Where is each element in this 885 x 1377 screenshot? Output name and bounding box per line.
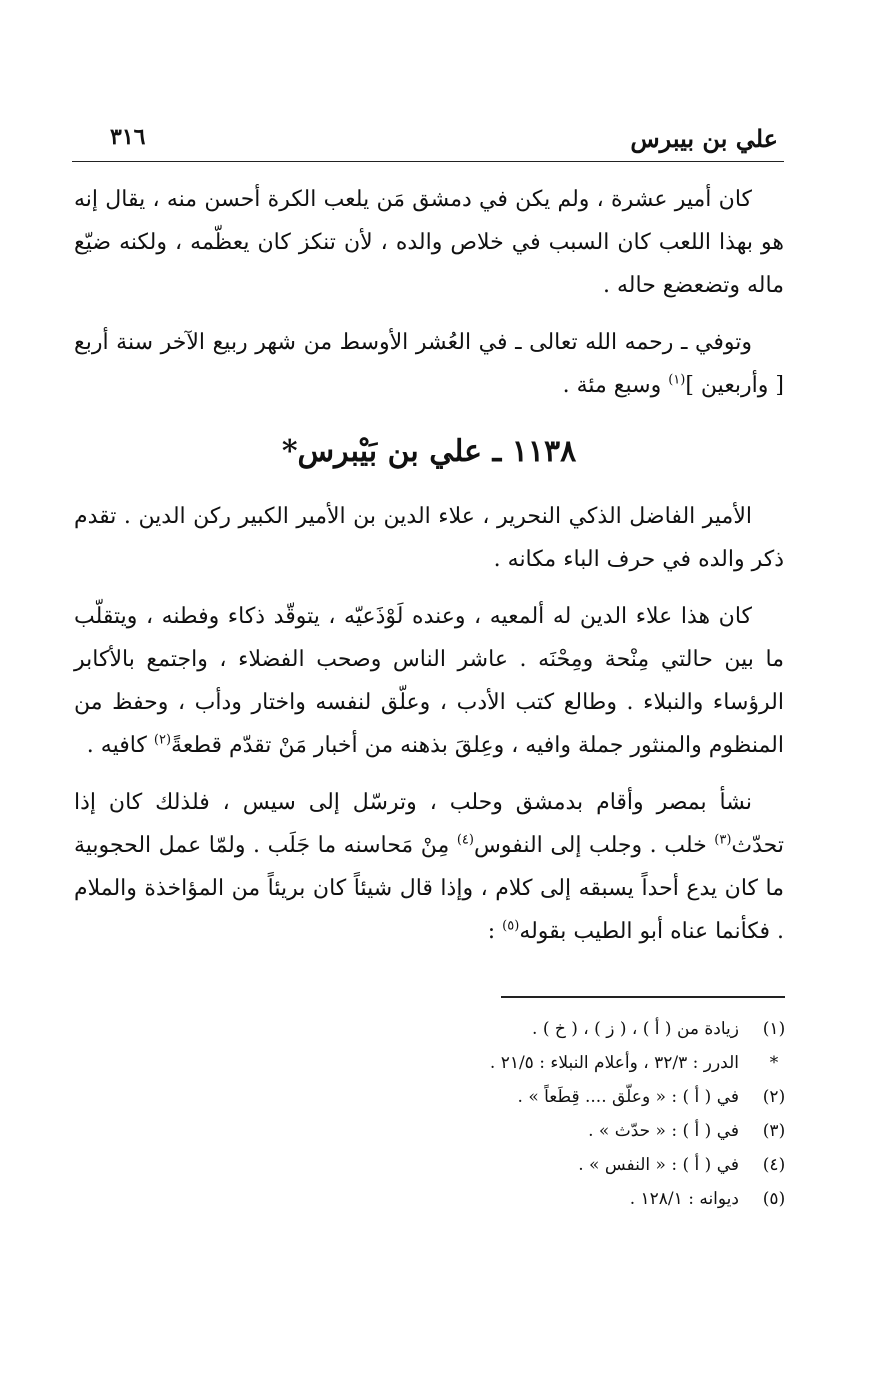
footnote-text: في ( أ ) : « النفس » . xyxy=(578,1155,739,1175)
footnote-text: في ( أ ) : « وعلّق .... قِطَعاً » . xyxy=(517,1087,739,1107)
paragraph-death-date xyxy=(74,321,784,407)
header-rule xyxy=(72,161,784,162)
talent-text-after: كافيه . xyxy=(86,733,154,758)
travel-text-2: خلب . وجلب إلى النفوس xyxy=(473,833,715,858)
running-header xyxy=(72,118,784,162)
paragraph-talent xyxy=(74,595,784,767)
footnote-marker: (٥) xyxy=(762,1189,786,1209)
travel-text-3: مِنْ مَحاسنه ما جَلَب . ولمّا عمل الحجوبية ما كان يدع أحداً يسبقه إلى كلام ، وإذا قال شيئاً كان بريئاً من المؤاخذة والملام . فكأنما عناه أبو الطيب بقوله xyxy=(74,833,784,944)
footnote-item xyxy=(235,1114,795,1148)
footnote-ref-3: (٣) xyxy=(714,832,732,848)
footnote-text: ديوانه : ١٢٨/١ . xyxy=(629,1189,739,1209)
footnote-ref-4: (٤) xyxy=(456,832,474,848)
death-text-after: وسبع مئة . xyxy=(562,373,669,398)
running-title: علي بن بيبرس xyxy=(630,124,778,153)
footnote-marker: (٣) xyxy=(762,1121,786,1141)
travel-text-4: : xyxy=(487,919,503,944)
footnotes-list xyxy=(235,1012,795,1216)
footnote-ref-1: (١) xyxy=(668,372,686,388)
footnote-item xyxy=(235,1012,795,1046)
talent-text-before: كان هذا علاء الدين له ألمعيه ، وعنده لَوْذَعيّه ، يتوقّد ذكاء وفطنه ، ويتقلّب ما بين حالتي مِنْحة ومِحْنَه . عاشر الناس وصحب الفضلاء ، واجتمع بالأكابر الرؤساء والنبلاء . وطالع كتب الأدب ، وعلّق لنفسه واختار ودأب ، وحفظ من المنظوم والمنثور جملة وافيه ، وعِلقَ بذهنه من أخبار مَنْ تقدّم قطعةً xyxy=(74,604,784,758)
footnote-item xyxy=(235,1148,795,1182)
paragraph-previous-entry-end: كان أمير عشرة ، ولم يكن في دمشق مَن يلعب الكرة أحسن منه ، يقال إنه هو بهذا اللعب كان السبب في خلاص والده ، لأن تنكز كان يعظّمه ، ولكنه ضيّع ماله وتضعضع حاله . xyxy=(74,187,784,298)
footnote-marker: (٤) xyxy=(762,1155,786,1175)
footnote-ref-2: (٢) xyxy=(153,732,172,748)
footnote-ref-5: (٥) xyxy=(502,918,520,934)
paragraph-intro: الأمير الفاضل الذكي النحرير ، علاء الدين بن الأمير الكبير ركن الدين . تقدم ذكر والده في حرف الباء مكانه . xyxy=(74,504,784,572)
footnote-item xyxy=(235,1046,795,1080)
footnote-separator xyxy=(501,996,785,998)
footnote-item xyxy=(235,1080,795,1114)
paragraph-travel xyxy=(74,781,784,953)
travel-text-1: نشأ بمصر وأقام بدمشق وحلب ، وترسّل إلى سيس ، فلذلك كان إذا تحدّث xyxy=(74,790,784,858)
footnote-text: الدرر : ٣٢/٣ ، وأعلام النبلاء : ٢١/٥ . xyxy=(489,1053,739,1073)
footnote-text: زيادة من ( أ ) ، ( ز ) ، ( خ ) . xyxy=(532,1019,739,1039)
page-number: ٣١٦ xyxy=(110,124,146,150)
footnote-marker: * xyxy=(769,1053,779,1073)
death-text-before: وتوفي ـ رحمه الله تعالى ـ في العُشر الأوسط من شهر ربيع الآخر سنة أربع [ وأربعين ] xyxy=(74,330,784,398)
footnote-marker: (١) xyxy=(762,1019,786,1039)
footnote-marker: (٢) xyxy=(762,1087,786,1107)
footnote-text: في ( أ ) : « حدّث » . xyxy=(588,1121,739,1141)
main-text xyxy=(74,178,784,967)
entry-heading: ١١٣٨ ـ علي بن بَيْبرس* xyxy=(281,434,577,469)
footnote-item xyxy=(235,1182,795,1216)
